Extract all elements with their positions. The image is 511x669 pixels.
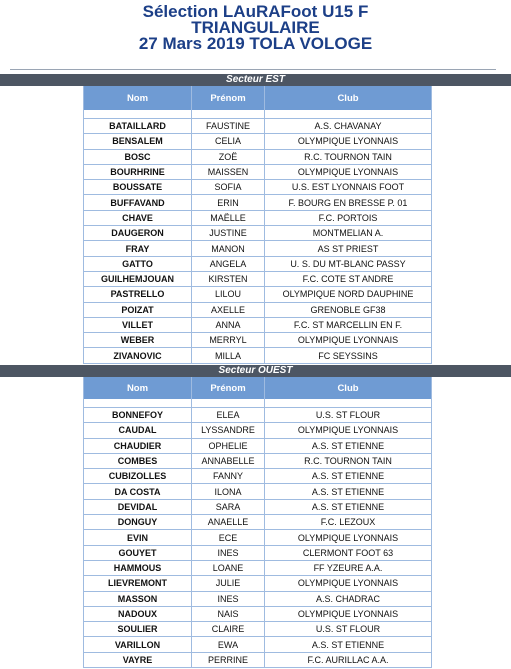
cell-prenom: LILOU: [192, 287, 265, 302]
cell-nom: GOUYET: [84, 545, 192, 560]
table-row: [84, 317, 432, 332]
document-title: [0, 4, 511, 52]
table-row: [84, 408, 432, 423]
title-line-2: TRIANGULAIRE: [191, 18, 320, 37]
cell-club: MONTMELIAN A.: [265, 226, 432, 241]
table-row: [84, 469, 432, 484]
table-row: [84, 287, 432, 302]
cell-prenom: MILLA: [192, 348, 265, 363]
cell-club: FF YZEURE A.A.: [265, 560, 432, 575]
cell-nom: POIZAT: [84, 302, 192, 317]
cell-prenom: PERRINE: [192, 652, 265, 667]
table-row: [84, 271, 432, 286]
cell-nom: BUFFAVAND: [84, 195, 192, 210]
cell-nom: MASSON: [84, 591, 192, 606]
table-row: [84, 453, 432, 468]
table-row: [84, 591, 432, 606]
cell-club: U. S. DU MT-BLANC PASSY: [265, 256, 432, 271]
table-row: [84, 164, 432, 179]
cell-prenom: LOANE: [192, 560, 265, 575]
cell-club: U.S. EST LYONNAIS FOOT: [265, 180, 432, 195]
cell-prenom: CELIA: [192, 134, 265, 149]
cell-club: CLERMONT FOOT 63: [265, 545, 432, 560]
cell-nom: BOUSSATE: [84, 180, 192, 195]
table-row: [84, 210, 432, 225]
title-divider: [10, 69, 496, 70]
table-row: [84, 438, 432, 453]
table-row: [84, 530, 432, 545]
cell-club: OLYMPIQUE LYONNAIS: [265, 606, 432, 621]
cell-nom: WEBER: [84, 333, 192, 348]
cell-club: OLYMPIQUE LYONNAIS: [265, 164, 432, 179]
section-band-ouest: Secteur OUEST: [0, 365, 511, 377]
cell-club: A.S. ST ETIENNE: [265, 484, 432, 499]
cell-nom: DEVIDAL: [84, 499, 192, 514]
cell-club: A.S. ST ETIENNE: [265, 637, 432, 652]
cell-prenom: JULIE: [192, 576, 265, 591]
cell-club: F.C. ST MARCELLIN EN F.: [265, 317, 432, 332]
cell-nom: LIEVREMONT: [84, 576, 192, 591]
cell-prenom: LYSSANDRE: [192, 423, 265, 438]
column-header-club: Club: [265, 377, 432, 399]
cell-prenom: EWA: [192, 637, 265, 652]
table-header-row: [84, 86, 432, 110]
cell-club: A.S. ST ETIENNE: [265, 438, 432, 453]
column-header-club: Club: [265, 86, 432, 110]
cell-prenom: KIRSTEN: [192, 271, 265, 286]
table-row: [84, 622, 432, 637]
cell-prenom: CLAIRE: [192, 622, 265, 637]
table-secteur-est: [83, 86, 432, 364]
cell-nom: SOULIER: [84, 622, 192, 637]
table-row: [84, 302, 432, 317]
cell-prenom: ANGELA: [192, 256, 265, 271]
cell-nom: COMBES: [84, 453, 192, 468]
table-row: [84, 226, 432, 241]
cell-nom: ZIVANOVIC: [84, 348, 192, 363]
cell-club: F.C. AURILLAC A.A.: [265, 652, 432, 667]
cell-prenom: FANNY: [192, 469, 265, 484]
table-row: [84, 637, 432, 652]
cell-club: A.S. CHAVANAY: [265, 119, 432, 134]
cell-prenom: FAUSTINE: [192, 119, 265, 134]
cell-nom: HAMMOUS: [84, 560, 192, 575]
cell-prenom: ERIN: [192, 195, 265, 210]
cell-nom: CAUDAL: [84, 423, 192, 438]
cell-prenom: ILONA: [192, 484, 265, 499]
cell-nom: PASTRELLO: [84, 287, 192, 302]
table-row: [84, 499, 432, 514]
cell-prenom: INES: [192, 591, 265, 606]
table-row: [84, 545, 432, 560]
table-row: [84, 652, 432, 667]
cell-nom: EVIN: [84, 530, 192, 545]
table-row: [84, 333, 432, 348]
cell-prenom: MANON: [192, 241, 265, 256]
cell-prenom: MAISSEN: [192, 164, 265, 179]
cell-nom: GATTO: [84, 256, 192, 271]
cell-prenom: ANNABELLE: [192, 453, 265, 468]
cell-club: OLYMPIQUE LYONNAIS: [265, 423, 432, 438]
cell-prenom: SOFIA: [192, 180, 265, 195]
cell-prenom: OPHELIE: [192, 438, 265, 453]
cell-nom: BOURHRINE: [84, 164, 192, 179]
column-header-prenom: Prénom: [192, 86, 265, 110]
cell-club: F.C. PORTOIS: [265, 210, 432, 225]
cell-club: F. BOURG EN BRESSE P. 01: [265, 195, 432, 210]
cell-club: R.C. TOURNON TAIN: [265, 149, 432, 164]
cell-nom: VARILLON: [84, 637, 192, 652]
table-row: [84, 134, 432, 149]
cell-club: OLYMPIQUE NORD DAUPHINE: [265, 287, 432, 302]
table-secteur-ouest: [83, 377, 432, 668]
table-row: [84, 606, 432, 621]
cell-club: OLYMPIQUE LYONNAIS: [265, 134, 432, 149]
cell-club: A.S. ST ETIENNE: [265, 469, 432, 484]
cell-nom: BOSC: [84, 149, 192, 164]
cell-nom: VAYRE: [84, 652, 192, 667]
cell-nom: FRAY: [84, 241, 192, 256]
cell-club: GRENOBLE GF38: [265, 302, 432, 317]
cell-prenom: ELEA: [192, 408, 265, 423]
cell-prenom: SARA: [192, 499, 265, 514]
cell-prenom: JUSTINE: [192, 226, 265, 241]
cell-club: FC SEYSSINS: [265, 348, 432, 363]
column-header-nom: Nom: [84, 377, 192, 399]
cell-club: A.S. ST ETIENNE: [265, 499, 432, 514]
cell-nom: BENSALEM: [84, 134, 192, 149]
cell-nom: CHAUDIER: [84, 438, 192, 453]
table-row: [84, 515, 432, 530]
cell-prenom: ANAELLE: [192, 515, 265, 530]
cell-prenom: ECE: [192, 530, 265, 545]
cell-club: U.S. ST FLOUR: [265, 622, 432, 637]
table-row: [84, 423, 432, 438]
cell-prenom: AXELLE: [192, 302, 265, 317]
cell-club: OLYMPIQUE LYONNAIS: [265, 576, 432, 591]
cell-club: F.C. COTE ST ANDRE: [265, 271, 432, 286]
table-row: [84, 484, 432, 499]
cell-nom: BATAILLARD: [84, 119, 192, 134]
title-line-3: 27 Mars 2019 TOLA VOLOGE: [138, 34, 373, 53]
table-header-row: [84, 377, 432, 399]
table-row: [84, 180, 432, 195]
cell-prenom: MERRYL: [192, 333, 265, 348]
cell-nom: BONNEFOY: [84, 408, 192, 423]
cell-club: OLYMPIQUE LYONNAIS: [265, 333, 432, 348]
cell-club: F.C. LEZOUX: [265, 515, 432, 530]
cell-club: OLYMPIQUE LYONNAIS: [265, 530, 432, 545]
cell-club: R.C. TOURNON TAIN: [265, 453, 432, 468]
table-row: [84, 119, 432, 134]
cell-prenom: ANNA: [192, 317, 265, 332]
cell-nom: DA COSTA: [84, 484, 192, 499]
table-row: [84, 256, 432, 271]
cell-nom: CHAVE: [84, 210, 192, 225]
cell-prenom: MAËLLE: [192, 210, 265, 225]
cell-prenom: INES: [192, 545, 265, 560]
cell-nom: VILLET: [84, 317, 192, 332]
table-row: [84, 195, 432, 210]
cell-nom: NADOUX: [84, 606, 192, 621]
cell-nom: CUBIZOLLES: [84, 469, 192, 484]
table-row: [84, 560, 432, 575]
table-row: [84, 576, 432, 591]
cell-nom: DAUGERON: [84, 226, 192, 241]
cell-nom: GUILHEMJOUAN: [84, 271, 192, 286]
cell-prenom: ZOË: [192, 149, 265, 164]
section-band-est: Secteur EST: [0, 74, 511, 86]
column-header-nom: Nom: [84, 86, 192, 110]
table-row: [84, 241, 432, 256]
cell-prenom: NAIS: [192, 606, 265, 621]
table-row: [84, 149, 432, 164]
title-line-1: Sélection LAuRAFoot U15 F: [142, 2, 369, 21]
cell-nom: DONGUY: [84, 515, 192, 530]
cell-club: A.S. CHADRAC: [265, 591, 432, 606]
table-row: [84, 348, 432, 363]
cell-club: AS ST PRIEST: [265, 241, 432, 256]
cell-club: U.S. ST FLOUR: [265, 408, 432, 423]
column-header-prenom: Prénom: [192, 377, 265, 399]
